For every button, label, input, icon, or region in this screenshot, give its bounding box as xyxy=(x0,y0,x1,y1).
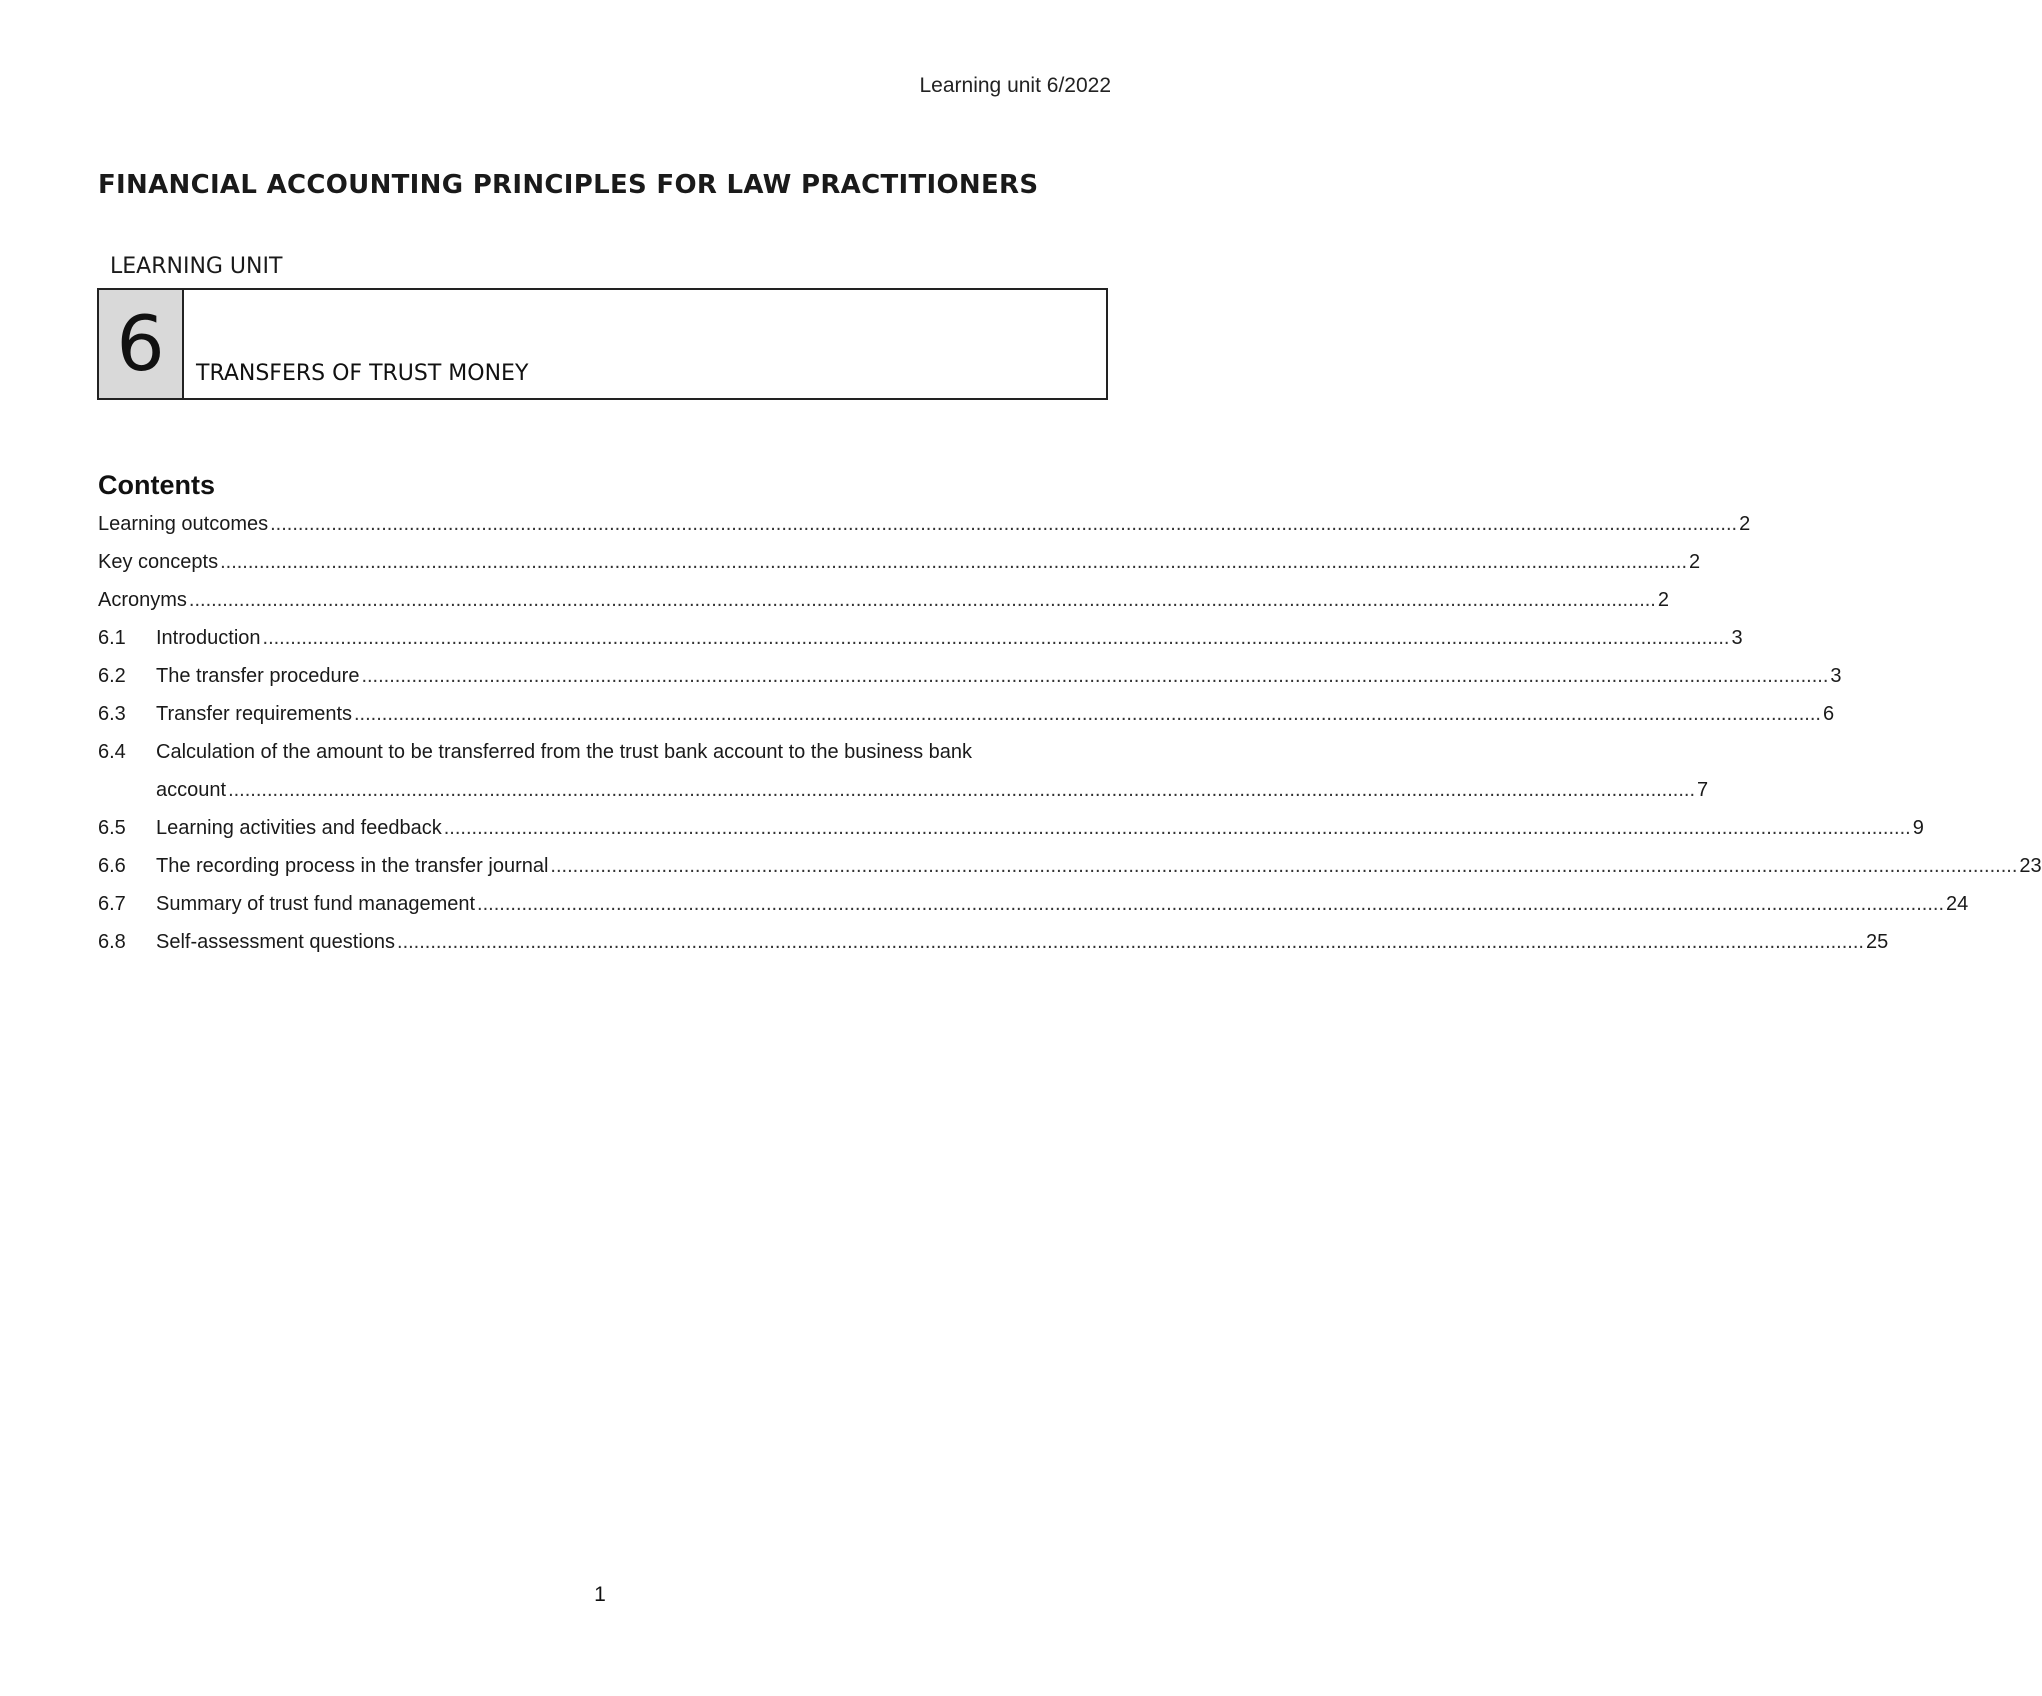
toc-entry-page: 7 xyxy=(1697,779,1709,801)
toc-entry-page: 23 xyxy=(2019,855,2042,877)
toc-entry-key-concepts[interactable] xyxy=(98,543,1701,581)
toc-entry-6-2[interactable] xyxy=(98,657,1842,695)
toc-entry-6-3[interactable] xyxy=(98,695,1835,733)
dot-leader xyxy=(189,581,1656,619)
toc-entry-number: 6.8 xyxy=(98,931,126,953)
learning-unit-box xyxy=(97,288,1108,400)
toc-entry-6-5[interactable] xyxy=(98,809,1924,847)
toc-entry-text: Learning activities and feedback xyxy=(156,817,442,839)
toc-entry-page: 25 xyxy=(1865,931,1889,953)
unit-title: TRANSFERS OF TRUST MONEY xyxy=(196,361,529,386)
toc-entry-6-1[interactable] xyxy=(98,619,1743,657)
dot-leader xyxy=(220,543,1687,581)
toc-entry-text: Self-assessment questions xyxy=(156,931,396,953)
dot-leader xyxy=(228,771,1695,809)
dot-leader xyxy=(361,657,1828,695)
dot-leader xyxy=(477,885,1944,923)
toc-entry-page: 3 xyxy=(1830,665,1842,687)
toc-entry-text-continued: account xyxy=(156,779,227,801)
toc-entry-number: 6.3 xyxy=(98,703,126,725)
toc-entry-page: 24 xyxy=(1946,893,1969,915)
dot-leader xyxy=(444,809,1911,847)
toc-entry-text: Key concepts xyxy=(98,551,219,573)
toc-entry-text: Introduction xyxy=(156,627,261,649)
toc-entry-page: 2 xyxy=(1657,589,1669,611)
toc-entry-text: The transfer procedure xyxy=(156,665,360,687)
toc-entry-6-8[interactable] xyxy=(98,923,1889,961)
dot-leader xyxy=(263,619,1730,657)
toc-entry-learning-outcomes[interactable] xyxy=(98,505,1751,543)
toc-entry-number: 6.1 xyxy=(98,627,126,649)
toc-entry-text: Learning outcomes xyxy=(98,513,269,535)
running-header: Learning unit 6/2022 xyxy=(919,74,1111,97)
toc-entry-text: The recording process in the transfer journal xyxy=(156,855,549,877)
toc-entry-text: Transfer requirements xyxy=(156,703,352,725)
toc-entry-number: 6.7 xyxy=(98,893,126,915)
dot-leader xyxy=(354,695,1821,733)
dot-leader xyxy=(397,923,1864,961)
toc-entry-6-7[interactable] xyxy=(98,885,1969,923)
dot-leader xyxy=(270,505,1737,543)
page-number: 1 xyxy=(594,1583,606,1606)
toc-entry-page: 6 xyxy=(1822,703,1835,725)
unit-title-cell xyxy=(184,290,1106,398)
toc-entry-6-6[interactable] xyxy=(98,847,2042,885)
toc-entry-number: 6.6 xyxy=(98,855,126,877)
toc-entry-text: Summary of trust fund management xyxy=(156,893,476,915)
toc-entry-page: 3 xyxy=(1731,627,1743,649)
course-title: FINANCIAL ACCOUNTING PRINCIPLES FOR LAW PRACTITIONERS xyxy=(98,170,1039,200)
toc-entry-page: 2 xyxy=(1739,513,1751,535)
toc-entry-acronyms[interactable] xyxy=(98,581,1669,619)
toc-entry-number: 6.4 xyxy=(98,741,126,763)
unit-number: 6 xyxy=(99,290,184,398)
toc-entry-page: 2 xyxy=(1689,551,1701,573)
toc-entry-6-4[interactable] xyxy=(98,733,1709,809)
learning-unit-label: LEARNING UNIT xyxy=(110,254,283,279)
toc-entry-page: 9 xyxy=(1912,817,1924,839)
dot-leader xyxy=(550,847,2017,885)
toc-entry-number: 6.5 xyxy=(98,817,126,839)
table-of-contents xyxy=(98,505,2042,961)
toc-entry-number: 6.2 xyxy=(98,665,126,687)
toc-entry-text: Acronyms xyxy=(98,589,187,611)
toc-entry-text: Calculation of the amount to be transferred from the trust bank account to the business bank xyxy=(156,741,973,763)
contents-heading: Contents xyxy=(98,470,215,500)
